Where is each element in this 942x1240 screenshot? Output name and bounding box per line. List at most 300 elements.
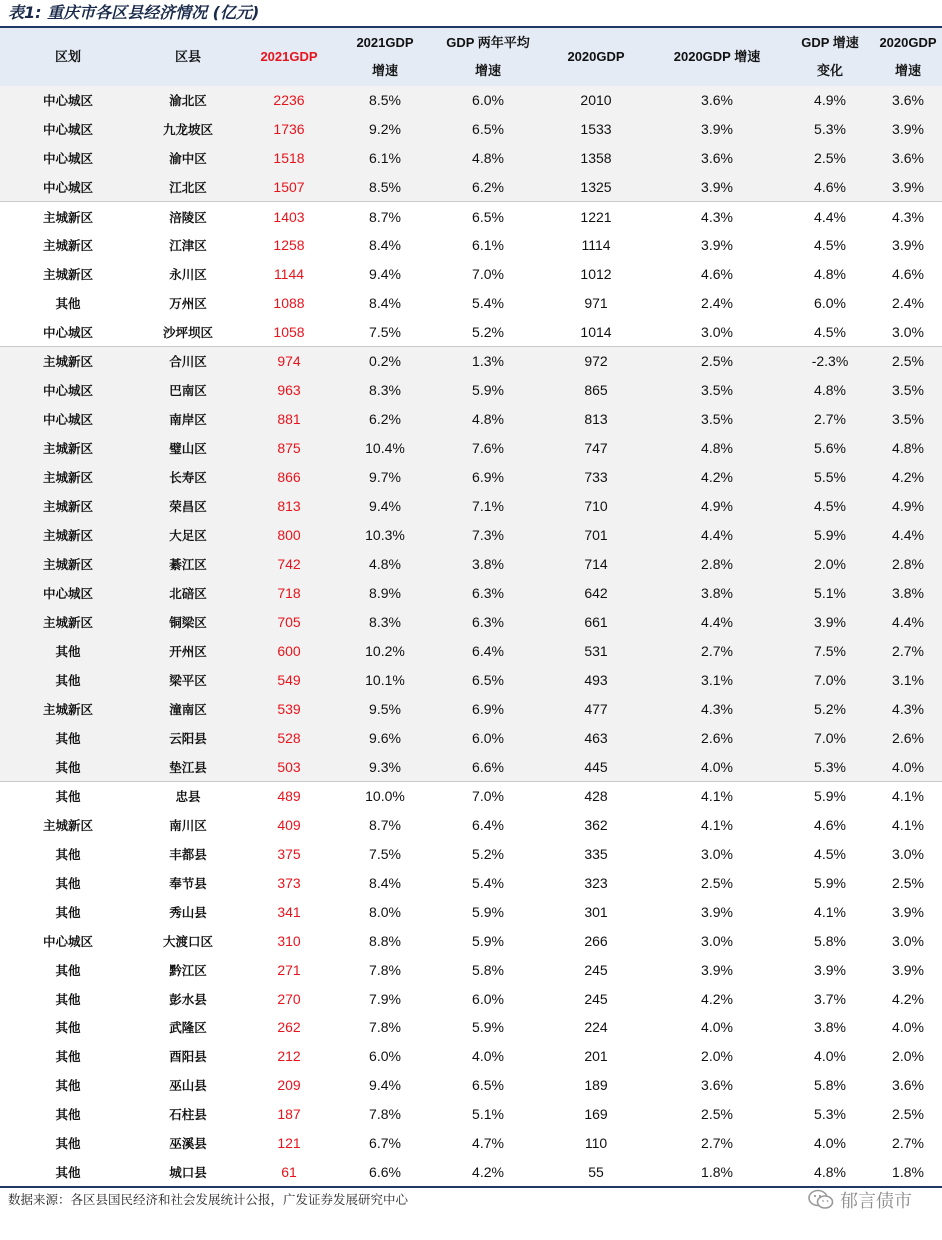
- district-cell: 彭水县: [169, 991, 207, 1007]
- growth-2020-cell: 1.8%: [701, 1164, 733, 1181]
- gdp-2020-cell: 733: [584, 469, 608, 486]
- growth-2021-cell: 10.1%: [365, 671, 405, 688]
- district-cell: 秀山县: [169, 904, 207, 920]
- growth-2021-cell: 7.5%: [369, 323, 401, 340]
- growth-2020-repeat-cell: 2.8%: [892, 555, 924, 572]
- two-year-avg-cell: 6.1%: [472, 237, 504, 254]
- gdp-2021-cell: 881: [277, 411, 301, 428]
- growth-change-cell: 4.5%: [814, 845, 846, 862]
- growth-2021-cell: 9.3%: [369, 758, 401, 775]
- gdp-2021-cell: 813: [277, 498, 301, 515]
- table-row: [0, 1042, 942, 1071]
- watermark-text: 郁言债市: [840, 1191, 912, 1212]
- growth-2020-repeat-cell: 4.8%: [892, 440, 924, 457]
- two-year-avg-cell: 6.2%: [472, 179, 504, 196]
- gdp-2020-cell: 701: [584, 527, 608, 544]
- gdp-2020-cell: 266: [584, 932, 608, 949]
- growth-2021-cell: 8.4%: [369, 874, 401, 891]
- growth-change-cell: 3.9%: [814, 613, 846, 630]
- table-row: [0, 434, 942, 463]
- region-cell: 其他: [55, 875, 81, 891]
- growth-2020-cell: 3.9%: [701, 903, 733, 920]
- table-row: [0, 144, 942, 173]
- growth-2020-cell: 3.1%: [701, 671, 733, 688]
- gdp-2020-cell: 189: [584, 1077, 608, 1094]
- growth-change-cell: 5.3%: [814, 1106, 846, 1123]
- region-cell: 其他: [55, 962, 81, 978]
- growth-change-cell: 5.5%: [814, 469, 846, 486]
- region-cell: 主城新区: [42, 267, 93, 283]
- district-cell: 荣昌区: [169, 499, 207, 515]
- column-header-line2: 变化: [816, 63, 843, 78]
- two-year-avg-cell: 6.9%: [472, 700, 504, 717]
- growth-2020-repeat-cell: 2.4%: [892, 295, 924, 312]
- growth-2020-cell: 2.4%: [701, 295, 733, 312]
- district-cell: 合川区: [136, 347, 240, 376]
- district-cell: 南岸区: [169, 412, 207, 428]
- growth-change-cell: 7.0%: [814, 671, 846, 688]
- district-cell: 江北区: [169, 180, 207, 196]
- gdp-2020-cell: 710: [584, 498, 608, 515]
- region-cell: 其他: [55, 672, 81, 688]
- gdp-2020-cell: 1325: [580, 179, 612, 196]
- growth-change-cell: 4.6%: [814, 179, 846, 196]
- growth-2020-repeat-cell: 3.1%: [892, 671, 924, 688]
- two-year-avg-cell: 5.9%: [472, 903, 504, 920]
- growth-2020-repeat-cell: 4.1%: [874, 781, 942, 810]
- growth-2020-cell: 2.6%: [701, 729, 733, 746]
- growth-2020-cell: 2.8%: [701, 555, 733, 572]
- table-row: [0, 636, 942, 665]
- growth-2021-cell: 9.4%: [369, 266, 401, 283]
- column-header: [0, 28, 136, 86]
- region-cell: 中心城区: [42, 412, 93, 428]
- region-cell: 主城新区: [0, 202, 136, 231]
- gdp-2020-cell: 1358: [580, 150, 612, 167]
- table-row: [0, 578, 942, 607]
- district-cell: 巫溪县: [169, 1136, 207, 1152]
- growth-change-cell: 5.8%: [814, 1077, 846, 1094]
- growth-2021-cell: 8.4%: [369, 295, 401, 312]
- column-header: [432, 28, 544, 86]
- growth-change-cell: 7.5%: [814, 642, 846, 659]
- growth-2020-repeat-cell: 4.9%: [892, 498, 924, 515]
- gdp-2021-cell: 600: [277, 642, 301, 659]
- growth-change-cell: 5.1%: [814, 584, 846, 601]
- growth-2021-cell: 8.3%: [369, 382, 401, 399]
- gdp-2021-cell: 866: [277, 469, 301, 486]
- column-header-line1: 区县: [174, 49, 201, 64]
- growth-change-cell: 3.7%: [814, 990, 846, 1007]
- growth-2021-cell: 8.5%: [369, 179, 401, 196]
- growth-change-cell: 5.9%: [814, 527, 846, 544]
- gdp-2020-cell: 493: [584, 671, 608, 688]
- table-row: [0, 492, 942, 521]
- table-row: [0, 1100, 942, 1129]
- gdp-2020-cell: 169: [584, 1106, 608, 1123]
- growth-2020-repeat-cell: 2.6%: [892, 729, 924, 746]
- region-cell: 其他: [0, 781, 136, 810]
- table-row: [0, 347, 942, 376]
- region-cell: 其他: [55, 1049, 81, 1065]
- gdp-2020-cell: 1114: [581, 237, 611, 254]
- gdp-2021-cell: 409: [277, 816, 301, 833]
- growth-2020-repeat-cell: 4.0%: [892, 1019, 924, 1036]
- region-cell: 中心城区: [42, 93, 93, 109]
- growth-change-cell: 4.8%: [814, 382, 846, 399]
- district-cell: 永川区: [169, 267, 207, 283]
- growth-2020-repeat-cell: 3.0%: [892, 845, 924, 862]
- growth-2020-repeat-cell: 3.0%: [892, 323, 924, 340]
- gdp-2020-cell: 201: [584, 1048, 608, 1065]
- column-header: [648, 28, 786, 86]
- two-year-avg-cell: 5.2%: [472, 845, 504, 862]
- table-row: [0, 984, 942, 1013]
- column-header-line1: 2020GDP: [879, 35, 937, 50]
- growth-2021-cell: 7.9%: [369, 990, 401, 1007]
- region-cell: 主城新区: [42, 499, 93, 515]
- region-cell: 其他: [55, 846, 81, 862]
- gdp-2021-cell: 742: [277, 555, 301, 572]
- gdp-2020-cell: 2010: [580, 92, 612, 109]
- growth-2021-cell: 9.4%: [369, 1077, 401, 1094]
- growth-2021-cell: 9.7%: [369, 469, 401, 486]
- region-cell: 中心城区: [42, 585, 93, 601]
- district-cell: 万州区: [169, 296, 207, 312]
- growth-2020-cell: 3.6%: [701, 150, 733, 167]
- growth-2020-repeat-cell: 4.0%: [892, 758, 924, 775]
- two-year-avg-cell: 5.2%: [472, 323, 504, 340]
- region-cell: 其他: [55, 1136, 81, 1152]
- growth-2020-cell: 4.4%: [701, 613, 733, 630]
- table-row: [0, 694, 942, 723]
- growth-change-cell: 4.9%: [814, 92, 846, 109]
- growth-2020-cell: 2.5%: [701, 874, 733, 891]
- table-row: [0, 752, 942, 781]
- column-header-line2: 增速: [894, 63, 921, 78]
- growth-2020-repeat-cell: 3.9%: [892, 237, 924, 254]
- growth-2020-cell: 3.9%: [701, 121, 733, 138]
- district-cell: 丰都县: [169, 846, 207, 862]
- watermark: [808, 1184, 912, 1216]
- growth-2021-cell: 8.8%: [369, 932, 401, 949]
- growth-change-cell: 2.5%: [814, 150, 846, 167]
- district-cell: 开州区: [169, 643, 207, 659]
- gdp-2020-cell: 224: [584, 1019, 608, 1036]
- growth-2020-repeat-cell: 4.2%: [892, 469, 924, 486]
- growth-2021-cell: 8.4%: [369, 237, 401, 254]
- district-cell: 綦江区: [169, 556, 207, 572]
- two-year-avg-cell: 5.4%: [472, 295, 504, 312]
- growth-2021-cell: 9.5%: [369, 700, 401, 717]
- two-year-avg-cell: 4.2%: [472, 1164, 504, 1181]
- district-cell: 渝北区: [169, 93, 207, 109]
- district-cell: 城口县: [169, 1165, 207, 1181]
- gdp-2020-cell: 362: [584, 816, 608, 833]
- table-row: [0, 868, 942, 897]
- gdp-2021-cell: 705: [277, 613, 301, 630]
- two-year-avg-cell: 6.5%: [472, 671, 504, 688]
- two-year-avg-cell: 7.1%: [472, 498, 504, 515]
- growth-2021-cell: 10.4%: [365, 440, 405, 457]
- region-cell: 中心城区: [42, 324, 93, 340]
- region-cell: 其他: [55, 991, 81, 1007]
- district-cell: 大足区: [169, 528, 207, 544]
- region-cell: 主城新区: [0, 347, 136, 376]
- growth-2020-repeat-cell: 2.0%: [892, 1048, 924, 1065]
- two-year-avg-cell: 4.0%: [472, 1048, 504, 1065]
- district-cell: 酉阳县: [169, 1049, 207, 1065]
- region-cell: 主城新区: [42, 238, 93, 254]
- gdp-2021-cell: 61: [281, 1164, 297, 1181]
- table-row: [0, 1071, 942, 1100]
- growth-2020-cell: 4.1%: [701, 816, 733, 833]
- column-header: [240, 28, 338, 86]
- two-year-avg-cell: 5.8%: [472, 961, 504, 978]
- growth-2020-repeat-cell: 2.5%: [892, 874, 924, 891]
- growth-2020-repeat-cell: 2.7%: [892, 1135, 924, 1152]
- growth-change-cell: 3.9%: [814, 961, 846, 978]
- table-row: [0, 723, 942, 752]
- growth-2020-cell: 4.3%: [648, 202, 786, 231]
- growth-2020-cell: 4.8%: [701, 440, 733, 457]
- growth-2020-cell: 2.0%: [701, 1048, 733, 1065]
- growth-2021-cell: 10.2%: [365, 642, 405, 659]
- growth-2020-cell: 2.7%: [701, 1135, 733, 1152]
- district-cell: 北碚区: [169, 585, 207, 601]
- table-row: [0, 810, 942, 839]
- two-year-avg-cell: 6.0%: [472, 990, 504, 1007]
- growth-2021-cell: 10.0%: [338, 781, 432, 810]
- gdp-2020-cell: 245: [584, 990, 608, 1007]
- gdp-2021-cell: 262: [277, 1019, 301, 1036]
- region-cell: 主城新区: [42, 528, 93, 544]
- growth-change-cell: 4.4%: [786, 202, 874, 231]
- gdp-2021-cell: 341: [277, 903, 301, 920]
- growth-2020-repeat-cell: 3.5%: [892, 382, 924, 399]
- growth-change-cell: 2.0%: [814, 555, 846, 572]
- bottom-rule: [0, 1186, 942, 1188]
- two-year-avg-cell: 6.5%: [472, 1077, 504, 1094]
- two-year-avg-cell: 5.1%: [472, 1106, 504, 1123]
- gdp-2021-cell: 121: [277, 1135, 301, 1152]
- region-cell: 主城新区: [42, 441, 93, 457]
- growth-2021-cell: 8.9%: [369, 584, 401, 601]
- district-cell: 武隆区: [169, 1020, 207, 1036]
- growth-change-cell: 6.0%: [814, 295, 846, 312]
- gdp-2021-cell: 1736: [273, 121, 305, 138]
- table-row: [0, 1129, 942, 1158]
- district-cell: 潼南区: [169, 701, 207, 717]
- gdp-2020-cell: 1012: [580, 266, 612, 283]
- district-cell: 黔江区: [169, 962, 207, 978]
- column-header-line2: 增速: [474, 63, 501, 78]
- growth-2020-repeat-cell: 4.6%: [892, 266, 924, 283]
- growth-2021-cell: 7.8%: [369, 961, 401, 978]
- column-header: [786, 28, 874, 86]
- gdp-2021-cell: 528: [277, 729, 301, 746]
- growth-2020-cell: 3.6%: [701, 1077, 733, 1094]
- region-cell: 其他: [55, 904, 81, 920]
- table-row: [0, 86, 942, 115]
- table-row: [0, 897, 942, 926]
- two-year-avg-cell: 6.5%: [472, 121, 504, 138]
- growth-2020-repeat-cell: 3.9%: [892, 179, 924, 196]
- column-header: [544, 28, 648, 86]
- gdp-2020-cell: 971: [584, 295, 608, 312]
- growth-2020-repeat-cell: 4.1%: [892, 816, 924, 833]
- gdp-2020-cell: 714: [584, 555, 608, 572]
- growth-2020-repeat-cell: 2.5%: [874, 347, 942, 376]
- source-note: 数据来源：各区县国民经济和社会发展统计公报，广发证券发展研究中心: [8, 1192, 409, 1207]
- growth-change-cell: 4.6%: [814, 816, 846, 833]
- growth-2020-cell: 4.0%: [701, 758, 733, 775]
- growth-change-cell: 2.7%: [814, 411, 846, 428]
- table-row: [0, 289, 942, 318]
- gdp-2021-cell: 270: [277, 990, 301, 1007]
- table-row: [0, 231, 942, 260]
- region-cell: 中心城区: [42, 180, 93, 196]
- district-cell: 云阳县: [169, 730, 207, 746]
- growth-change-cell: 5.9%: [814, 874, 846, 891]
- growth-change-cell: 5.3%: [814, 758, 846, 775]
- two-year-avg-cell: 5.9%: [472, 1019, 504, 1036]
- table-row: [0, 781, 942, 810]
- growth-2020-repeat-cell: 3.6%: [892, 92, 924, 109]
- district-cell: 涪陵区: [136, 202, 240, 231]
- gdp-2020-cell: 335: [584, 845, 608, 862]
- gdp-2020-cell: 428: [544, 781, 648, 810]
- gdp-2021-cell: 1507: [273, 179, 305, 196]
- region-cell: 其他: [55, 1107, 81, 1123]
- growth-2020-cell: 4.2%: [701, 469, 733, 486]
- column-header-line2: 增速: [371, 63, 398, 78]
- district-cell: 铜梁区: [169, 614, 207, 630]
- growth-2020-cell: 4.4%: [701, 527, 733, 544]
- growth-change-cell: 4.0%: [814, 1048, 846, 1065]
- column-header-line1: 2021GDP: [356, 35, 414, 50]
- two-year-avg-cell: 6.6%: [472, 758, 504, 775]
- gdp-2020-cell: 642: [584, 584, 608, 601]
- table-body: [0, 86, 942, 1187]
- gdp-2020-cell: 531: [584, 642, 608, 659]
- growth-2021-cell: 9.4%: [369, 498, 401, 515]
- growth-2021-cell: 8.7%: [369, 816, 401, 833]
- gdp-2020-cell: 661: [584, 613, 608, 630]
- two-year-avg-cell: 7.3%: [472, 527, 504, 544]
- two-year-avg-cell: 7.0%: [432, 781, 544, 810]
- growth-2020-repeat-cell: 1.8%: [892, 1164, 924, 1181]
- gdp-2021-cell: 2236: [273, 92, 305, 109]
- two-year-avg-cell: 7.0%: [472, 266, 504, 283]
- table-row: [0, 607, 942, 636]
- growth-2020-cell: 4.1%: [648, 781, 786, 810]
- growth-2020-cell: 2.5%: [648, 347, 786, 376]
- growth-2020-repeat-cell: 3.6%: [892, 150, 924, 167]
- table-row: [0, 665, 942, 694]
- growth-2020-cell: 3.0%: [701, 932, 733, 949]
- two-year-avg-cell: 6.3%: [472, 584, 504, 601]
- district-cell: 长寿区: [169, 470, 207, 486]
- region-cell: 其他: [55, 1165, 81, 1181]
- two-year-avg-cell: 4.7%: [472, 1135, 504, 1152]
- gdp-2020-cell: 865: [584, 382, 608, 399]
- two-year-avg-cell: 3.8%: [472, 555, 504, 572]
- gdp-2020-cell: 301: [584, 903, 608, 920]
- region-cell: 其他: [55, 643, 81, 659]
- column-header-line1: 区划: [54, 49, 81, 64]
- gdp-2020-cell: 110: [584, 1135, 608, 1152]
- growth-2021-cell: 7.5%: [369, 845, 401, 862]
- gdp-2021-cell: 549: [277, 671, 301, 688]
- district-cell: 石柱县: [169, 1107, 207, 1123]
- gdp-2020-cell: 1221: [544, 202, 648, 231]
- growth-2020-cell: 3.8%: [701, 584, 733, 601]
- district-cell: 巫山县: [169, 1078, 207, 1094]
- region-cell: 其他: [55, 1078, 81, 1094]
- table-row: [0, 405, 942, 434]
- district-cell: 大渡口区: [162, 933, 213, 949]
- table-row: [0, 202, 942, 231]
- gdp-2021-cell: 718: [277, 584, 301, 601]
- column-header-line1: GDP 两年平均: [446, 35, 530, 50]
- gdp-2021-cell: 187: [277, 1106, 301, 1123]
- gdp-table: [0, 28, 942, 1187]
- growth-change-cell: 4.1%: [814, 903, 846, 920]
- growth-2021-cell: 8.0%: [369, 903, 401, 920]
- gdp-2021-cell: 1403: [240, 202, 338, 231]
- gdp-2021-cell: 974: [240, 347, 338, 376]
- growth-2021-cell: 4.8%: [369, 555, 401, 572]
- region-cell: 主城新区: [42, 556, 93, 572]
- growth-2020-cell: 4.2%: [701, 990, 733, 1007]
- growth-change-cell: 5.6%: [814, 440, 846, 457]
- gdp-2020-cell: 245: [584, 961, 608, 978]
- growth-2021-cell: 7.8%: [369, 1106, 401, 1123]
- table-title: 表1: 重庆市各区县经济情况 (亿元): [8, 3, 260, 22]
- district-cell: 南川区: [169, 817, 207, 833]
- growth-2020-repeat-cell: 3.9%: [892, 121, 924, 138]
- gdp-2021-cell: 800: [277, 527, 301, 544]
- growth-2020-repeat-cell: 4.4%: [892, 613, 924, 630]
- growth-2020-cell: 4.0%: [701, 1019, 733, 1036]
- column-header: [874, 28, 942, 86]
- growth-change-cell: 5.9%: [786, 781, 874, 810]
- two-year-avg-cell: 6.9%: [472, 469, 504, 486]
- growth-2020-repeat-cell: 3.0%: [892, 932, 924, 949]
- region-cell: 中心城区: [42, 933, 93, 949]
- table-row: [0, 521, 942, 550]
- gdp-2020-cell: 323: [584, 874, 608, 891]
- growth-change-cell: 4.8%: [814, 1164, 846, 1181]
- region-cell: 其他: [55, 759, 81, 775]
- growth-2020-cell: 3.9%: [701, 179, 733, 196]
- growth-2021-cell: 9.6%: [369, 729, 401, 746]
- table-row: [0, 1158, 942, 1187]
- growth-2021-cell: 10.3%: [365, 527, 405, 544]
- district-cell: 璧山区: [169, 441, 207, 457]
- growth-change-cell: 4.8%: [814, 266, 846, 283]
- region-cell: 其他: [55, 296, 81, 312]
- two-year-avg-cell: 6.0%: [472, 729, 504, 746]
- growth-2021-cell: 8.3%: [369, 613, 401, 630]
- growth-2020-cell: 4.3%: [701, 700, 733, 717]
- gdp-2021-cell: 271: [277, 961, 301, 978]
- growth-2020-repeat-cell: 4.2%: [892, 990, 924, 1007]
- growth-2021-cell: 8.5%: [369, 92, 401, 109]
- district-cell: 奉节县: [169, 875, 207, 891]
- growth-2020-repeat-cell: 4.3%: [892, 700, 924, 717]
